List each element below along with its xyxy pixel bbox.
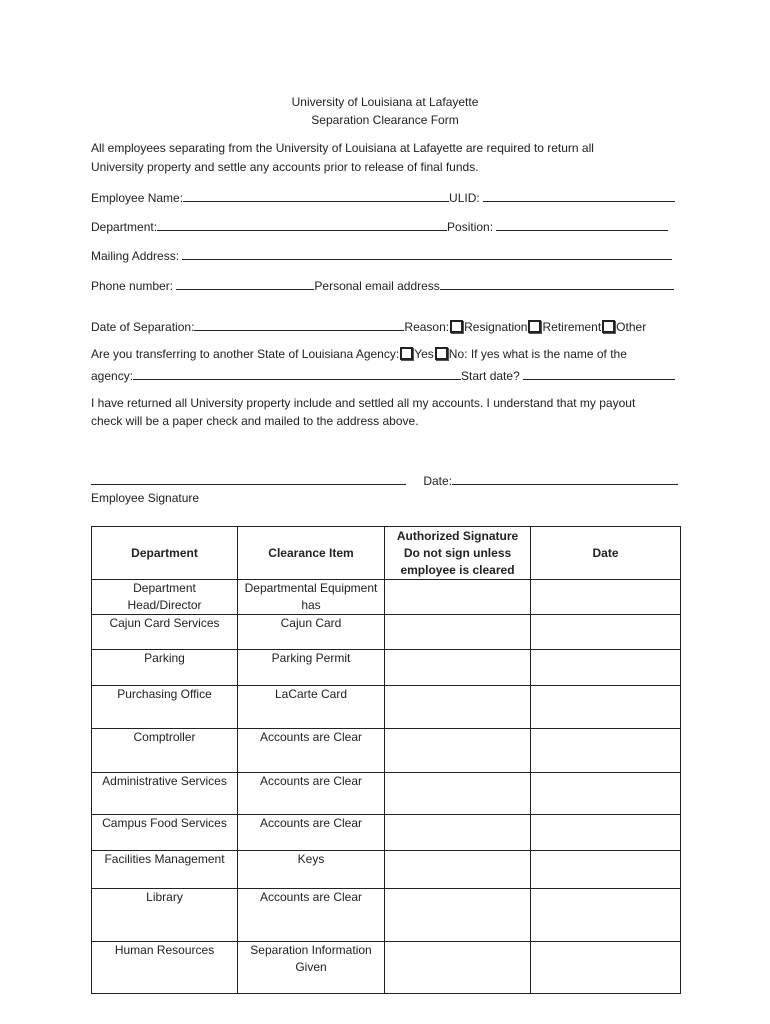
row-date-cell[interactable] <box>531 615 681 650</box>
row-signature-cell[interactable] <box>385 942 531 994</box>
row-date-cell[interactable] <box>531 686 681 729</box>
phone-field[interactable] <box>176 277 314 290</box>
row-signature-cell[interactable] <box>385 729 531 773</box>
row-department: Campus Food Services <box>92 815 238 851</box>
table-row <box>92 729 681 773</box>
row-department: Department Head/Director <box>92 580 238 615</box>
employee-signature-field[interactable] <box>91 472 406 485</box>
table-row <box>92 615 681 650</box>
row-signature-cell[interactable] <box>385 580 531 615</box>
row-signature-cell[interactable] <box>385 650 531 686</box>
table-row <box>92 580 681 615</box>
row-date-cell[interactable] <box>531 650 681 686</box>
table-row <box>92 815 681 851</box>
row-clearance-item: LaCarte Card <box>238 686 385 729</box>
table-row <box>92 650 681 686</box>
row-date-cell[interactable] <box>531 851 681 889</box>
employee-signature-label: Employee Signature <box>91 491 200 505</box>
table-row <box>92 942 681 994</box>
row-date-cell[interactable] <box>531 773 681 815</box>
row-department: Library <box>92 889 238 942</box>
retirement-label: Retirement <box>542 320 602 334</box>
department-field[interactable] <box>157 218 447 231</box>
intro-line-1: All employees separating from the University of Louisiana at Lafayette are required to return all <box>91 141 594 155</box>
no-label: No: <box>448 347 468 361</box>
phone-email-row <box>91 277 674 293</box>
intro-line-2: University property and settle any accounts prior to release of final funds. <box>91 160 479 174</box>
statement-line-1: I have returned all University property include and settled all my accounts. I understand that my payout <box>91 396 636 410</box>
header-clearance-item: Clearance Item <box>238 527 385 580</box>
resignation-checkbox[interactable] <box>450 320 463 333</box>
no-checkbox[interactable] <box>435 347 448 360</box>
department-row <box>91 218 668 234</box>
personal-email-label: Personal email address <box>314 279 440 293</box>
header-date: Date <box>531 527 681 580</box>
ulid-field[interactable] <box>483 189 675 202</box>
signature-date-label: Date: <box>423 474 453 488</box>
separation-row <box>91 318 646 334</box>
table-row <box>92 851 681 889</box>
table-row <box>92 686 681 729</box>
row-clearance-item: Accounts are Clear <box>238 815 385 851</box>
employee-name-field[interactable] <box>183 189 449 202</box>
row-clearance-item: Keys <box>238 851 385 889</box>
signature-date-field[interactable] <box>452 472 678 485</box>
other-label: Other <box>616 320 647 334</box>
agency-label: agency: <box>91 369 134 383</box>
row-signature-cell[interactable] <box>385 815 531 851</box>
signature-row <box>91 472 678 488</box>
yes-label: Yes <box>414 347 434 361</box>
row-signature-cell[interactable] <box>385 686 531 729</box>
row-signature-cell[interactable] <box>385 889 531 942</box>
personal-email-field[interactable] <box>440 277 674 290</box>
header-authorized-signature: Authorized Signature Do not sign unless employee is cleared <box>385 527 531 580</box>
transfer-question: Are you transferring to another State of Louisiana Agency: <box>91 347 400 361</box>
date-of-separation-label: Date of Separation: <box>91 320 195 334</box>
mailing-address-field[interactable] <box>182 247 672 260</box>
position-field[interactable] <box>496 218 668 231</box>
agency-field[interactable] <box>133 367 461 380</box>
row-clearance-item: Accounts are Clear <box>238 773 385 815</box>
clearance-table <box>91 526 681 994</box>
employee-name-label: Employee Name: <box>91 191 184 205</box>
header-department: Department <box>92 527 238 580</box>
start-date-label: Start date? <box>461 369 520 383</box>
form-title: Separation Clearance Form <box>311 113 459 127</box>
row-clearance-item: Parking Permit <box>238 650 385 686</box>
row-signature-cell[interactable] <box>385 773 531 815</box>
yes-checkbox[interactable] <box>400 347 413 360</box>
mailing-address-row <box>91 247 672 263</box>
row-department: Comptroller <box>92 729 238 773</box>
position-label: Position: <box>447 220 494 234</box>
mailing-address-label: Mailing Address: <box>91 249 180 263</box>
row-date-cell[interactable] <box>531 889 681 942</box>
row-date-cell[interactable] <box>531 815 681 851</box>
phone-label: Phone number: <box>91 279 174 293</box>
reason-label: Reason: <box>404 320 450 334</box>
agency-question: If yes what is the name of the <box>470 347 627 361</box>
institution-name: University of Louisiana at Lafayette <box>291 95 479 109</box>
other-checkbox[interactable] <box>602 320 615 333</box>
row-department: Cajun Card Services <box>92 615 238 650</box>
table-header-row <box>92 527 681 580</box>
retirement-checkbox[interactable] <box>528 320 541 333</box>
row-clearance-item: Departmental Equipment has <box>238 580 385 615</box>
table-row <box>92 773 681 815</box>
row-clearance-item: Separation Information Given <box>238 942 385 994</box>
transfer-row <box>91 347 627 361</box>
row-clearance-item: Accounts are Clear <box>238 889 385 942</box>
agency-row <box>91 367 675 383</box>
row-date-cell[interactable] <box>531 580 681 615</box>
row-department: Human Resources <box>92 942 238 994</box>
start-date-field[interactable] <box>523 367 675 380</box>
ulid-label: ULID: <box>449 191 480 205</box>
department-label: Department: <box>91 220 158 234</box>
employee-name-row <box>91 189 675 205</box>
row-department: Facilities Management <box>92 851 238 889</box>
row-signature-cell[interactable] <box>385 851 531 889</box>
row-department: Parking <box>92 650 238 686</box>
row-department: Administrative Services <box>92 773 238 815</box>
table-row <box>92 889 681 942</box>
row-clearance-item: Cajun Card <box>238 615 385 650</box>
row-clearance-item: Accounts are Clear <box>238 729 385 773</box>
date-of-separation-field[interactable] <box>194 318 404 331</box>
statement-line-2: check will be a paper check and mailed to the address above. <box>91 414 419 428</box>
row-date-cell[interactable] <box>531 729 681 773</box>
row-department: Purchasing Office <box>92 686 238 729</box>
row-signature-cell[interactable] <box>385 615 531 650</box>
resignation-label: Resignation <box>464 320 528 334</box>
row-date-cell[interactable] <box>531 942 681 994</box>
